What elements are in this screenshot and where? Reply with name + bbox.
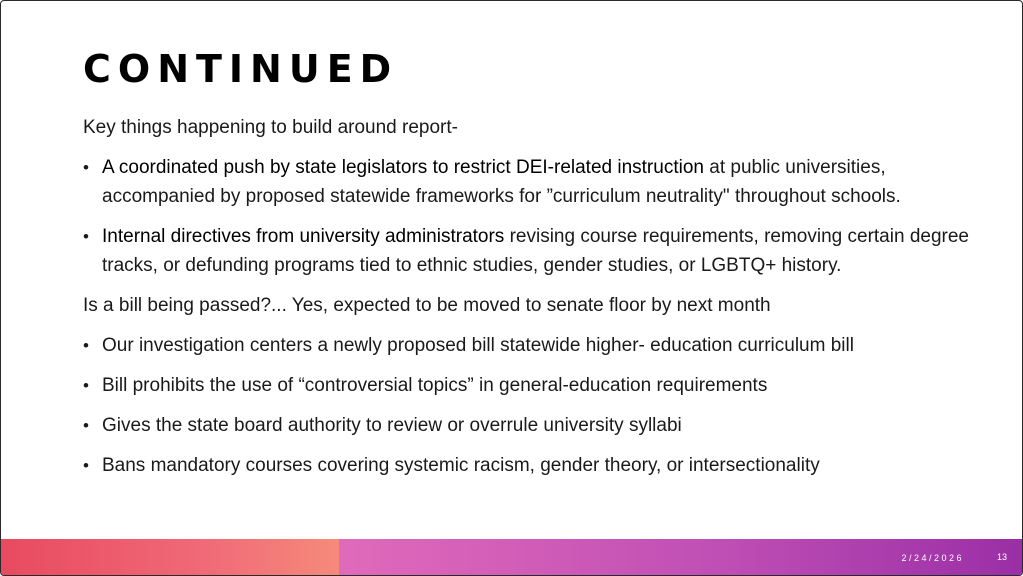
- bullet-lead: Internal directives from university administrators: [102, 226, 505, 247]
- bullet-lead: A coordinated push by state legislators to restrict DEI-related instruction: [102, 157, 704, 178]
- bullet-item: [83, 222, 988, 280]
- page-number: 13: [996, 552, 1007, 562]
- footer-bar: [1, 539, 1022, 575]
- bullet-item: • Bans mandatory courses covering systemic racism, gender theory, or intersectionality: [83, 451, 988, 480]
- bullet-item: • Our investigation centers a newly proposed bill statewide higher- education curriculum bill: [83, 331, 988, 360]
- footer-date: 2/24/2026: [901, 553, 964, 563]
- question-text: Is a bill being passed?... Yes, expected to be moved to senate floor by next month: [83, 295, 771, 316]
- footer-accent-right: [339, 539, 1022, 575]
- intro-text: Key things happening to build around report-: [83, 117, 458, 138]
- bullet-text: at public universities, accompanied by proposed statewide frameworks for ”curriculum neutrality" throughout schools.: [102, 157, 901, 207]
- bullet-text: revising course requirements, removing certain degree tracks, or defunding programs tied to ethnic studies, gender studies, or LGBTQ+ history.: [102, 226, 969, 276]
- bullet-item: • Bill prohibits the use of “controversial topics” in general-education requirements: [83, 371, 988, 400]
- bullet-item: [83, 153, 988, 211]
- slide-body: [83, 113, 988, 491]
- bullet-item: • Gives the state board authority to review or overrule university syllabi: [83, 411, 988, 440]
- slide-title: CONTINUED: [83, 47, 399, 91]
- footer-accent-left: [1, 539, 339, 575]
